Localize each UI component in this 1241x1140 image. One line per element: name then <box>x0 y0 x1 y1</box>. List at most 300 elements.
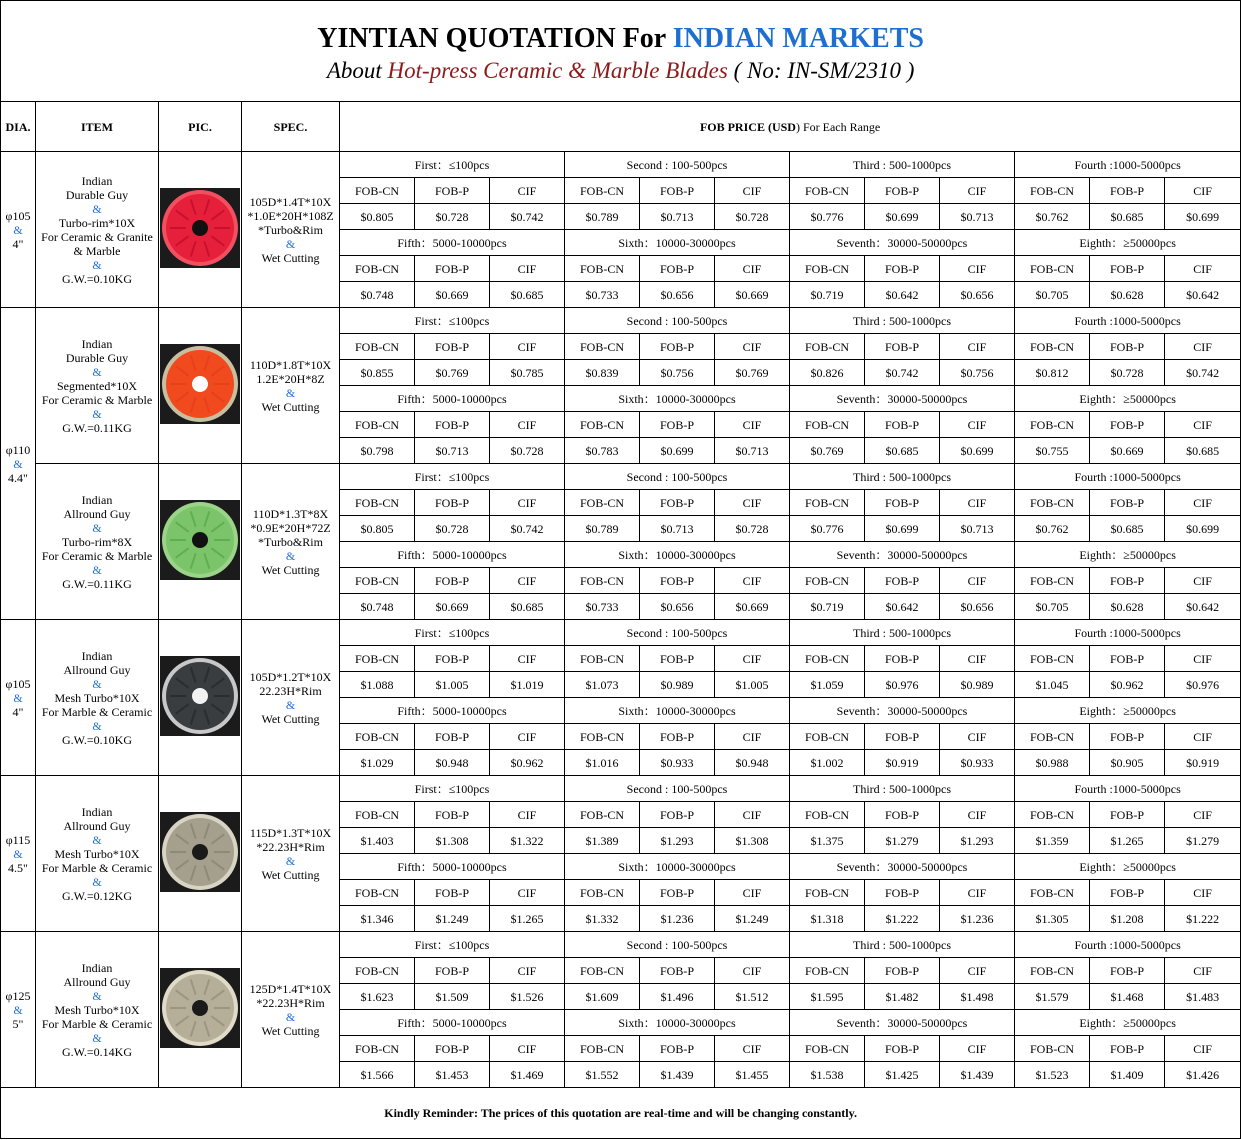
header-pic: PIC. <box>159 102 242 152</box>
price-cell: $1.222 <box>1165 906 1241 932</box>
price-cell: $0.748 <box>340 594 415 620</box>
price-column-label: FOB-CN <box>565 334 640 360</box>
price-column-label: CIF <box>940 178 1015 204</box>
text-line: Indian <box>81 492 113 507</box>
range-label: Fourth :1000-5000pcs <box>1015 620 1241 646</box>
price-column-label: CIF <box>715 490 790 516</box>
price-column-label: FOB-CN <box>790 256 865 282</box>
price-column-label: FOB-CN <box>1015 568 1090 594</box>
price-column-label: FOB-CN <box>565 256 640 282</box>
price-cell: $1.002 <box>790 750 865 776</box>
range-label: Fourth :1000-5000pcs <box>1015 464 1241 490</box>
price-cell: $1.236 <box>640 906 715 932</box>
price-cell: $0.919 <box>1165 750 1241 776</box>
range-label: Third : 500-1000pcs <box>790 308 1015 334</box>
text-line: *Turbo&Rim <box>258 222 323 237</box>
text-line: Allround Guy <box>63 974 131 989</box>
price-column-label: FOB-P <box>640 958 715 984</box>
price-cell: $0.798 <box>340 438 415 464</box>
range-label: First：≤100pcs <box>340 308 565 334</box>
price-column-label: FOB-CN <box>790 724 865 750</box>
price-column-label: FOB-CN <box>340 568 415 594</box>
text-line: *22.23H*Rim <box>256 839 325 854</box>
price-column-label: CIF <box>715 178 790 204</box>
price-cell: $0.685 <box>490 282 565 308</box>
price-column-label: FOB-P <box>1090 1036 1165 1062</box>
price-cell: $0.642 <box>1165 282 1241 308</box>
price-cell: $0.783 <box>565 438 640 464</box>
price-column-label: FOB-P <box>415 568 490 594</box>
price-cell: $1.579 <box>1015 984 1090 1010</box>
price-column-label: FOB-P <box>415 334 490 360</box>
text-line: 4.4" <box>8 470 28 485</box>
price-cell: $1.059 <box>790 672 865 698</box>
blade-photo <box>160 968 240 1048</box>
price-cell: $0.656 <box>640 594 715 620</box>
price-column-label: FOB-CN <box>790 646 865 672</box>
price-cell: $1.566 <box>340 1062 415 1088</box>
range-label: Third : 500-1000pcs <box>790 620 1015 646</box>
price-column-label: FOB-P <box>415 724 490 750</box>
main-title: YINTIAN QUOTATION For INDIAN MARKETS <box>317 23 924 54</box>
price-cell: $1.496 <box>640 984 715 1010</box>
text-line: & <box>285 853 296 868</box>
price-column-label: FOB-CN <box>340 724 415 750</box>
price-cell: $0.948 <box>415 750 490 776</box>
price-cell: $0.705 <box>1015 594 1090 620</box>
price-cell: $1.403 <box>340 828 415 854</box>
text-line: 4.5" <box>8 860 28 875</box>
price-column-label: FOB-P <box>865 490 940 516</box>
range-label: Fourth :1000-5000pcs <box>1015 308 1241 334</box>
price-cell: $1.016 <box>565 750 640 776</box>
price-column-label: CIF <box>490 958 565 984</box>
price-column-label: FOB-P <box>865 802 940 828</box>
price-cell: $0.669 <box>415 594 490 620</box>
price-cell: $0.805 <box>340 516 415 542</box>
price-cell: $1.005 <box>715 672 790 698</box>
price-column-label: FOB-P <box>865 412 940 438</box>
price-column-label: CIF <box>715 880 790 906</box>
range-label: Seventh：30000-50000pcs <box>790 230 1015 256</box>
text-line: *0.9E*20H*72Z <box>250 520 331 535</box>
range-label: Third : 500-1000pcs <box>790 464 1015 490</box>
price-column-label: CIF <box>1165 724 1241 750</box>
price-cell: $1.249 <box>415 906 490 932</box>
text-line: φ105 <box>5 208 31 223</box>
range-label: First：≤100pcs <box>340 620 565 646</box>
price-column-label: FOB-CN <box>1015 646 1090 672</box>
price-cell: $0.933 <box>940 750 1015 776</box>
range-label: Third : 500-1000pcs <box>790 932 1015 958</box>
price-cell: $0.962 <box>1090 672 1165 698</box>
price-column-label: FOB-P <box>640 880 715 906</box>
price-column-label: FOB-P <box>640 724 715 750</box>
subtitle: About Hot-press Ceramic & Marble Blades ( No: IN-SM/2310 ) <box>326 58 915 83</box>
range-label: Second : 100-500pcs <box>565 464 790 490</box>
price-column-label: FOB-P <box>865 568 940 594</box>
price-column-label: FOB-CN <box>790 412 865 438</box>
price-column-label: FOB-P <box>640 412 715 438</box>
pic-cell <box>159 776 242 932</box>
range-label: Third : 500-1000pcs <box>790 776 1015 802</box>
price-column-label: CIF <box>1165 490 1241 516</box>
price-column-label: FOB-P <box>1090 178 1165 204</box>
price-cell: $0.812 <box>1015 360 1090 386</box>
price-column-label: CIF <box>490 724 565 750</box>
price-cell: $1.305 <box>1015 906 1090 932</box>
pic-cell <box>159 308 242 464</box>
price-cell: $1.439 <box>640 1062 715 1088</box>
range-label: Seventh：30000-50000pcs <box>790 698 1015 724</box>
text-line: For Ceramic & Marble <box>41 392 153 407</box>
range-label: Eighth：≥50000pcs <box>1015 698 1241 724</box>
price-column-label: FOB-P <box>640 178 715 204</box>
text-line: Allround Guy <box>63 662 131 677</box>
text-line: *Turbo&Rim <box>258 534 323 549</box>
price-cell: $0.776 <box>790 516 865 542</box>
text-line: & <box>92 201 102 216</box>
text-line: For Marble & Ceramic <box>41 704 153 719</box>
range-label: Fifth：5000-10000pcs <box>340 386 565 412</box>
text-line: For Marble & Ceramic <box>41 860 153 875</box>
price-column-label: FOB-P <box>415 412 490 438</box>
text-line: Wet Cutting <box>261 250 320 265</box>
price-column-label: FOB-CN <box>790 880 865 906</box>
price-cell: $0.756 <box>640 360 715 386</box>
text-line: & <box>285 385 296 400</box>
price-column-label: FOB-CN <box>340 646 415 672</box>
price-column-label: CIF <box>715 802 790 828</box>
range-label: Fourth :1000-5000pcs <box>1015 776 1241 802</box>
text-line: Indian <box>81 804 113 819</box>
price-cell: $0.685 <box>1165 438 1241 464</box>
price-column-label: CIF <box>940 256 1015 282</box>
range-label: Second : 100-500pcs <box>565 308 790 334</box>
text-line: Mesh Turbo*10X <box>54 1002 140 1017</box>
price-column-label: FOB-P <box>415 256 490 282</box>
text-line: & Marble <box>73 243 121 258</box>
price-cell: $0.699 <box>940 438 1015 464</box>
text-line: & <box>13 222 23 237</box>
price-column-label: FOB-CN <box>1015 178 1090 204</box>
range-label: Fourth :1000-5000pcs <box>1015 152 1241 178</box>
text-line: Allround Guy <box>63 818 131 833</box>
pic-cell <box>159 464 242 620</box>
price-cell: $1.425 <box>865 1062 940 1088</box>
price-cell: $0.755 <box>1015 438 1090 464</box>
price-column-label: FOB-CN <box>1015 256 1090 282</box>
price-column-label: FOB-P <box>1090 256 1165 282</box>
price-column-label: FOB-P <box>415 958 490 984</box>
text-line: 110D*1.8T*10X <box>249 357 332 372</box>
text-line: 4" <box>12 704 24 719</box>
range-label: Sixth：10000-30000pcs <box>565 230 790 256</box>
price-column-label: CIF <box>940 568 1015 594</box>
price-column-label: FOB-P <box>865 1036 940 1062</box>
price-cell: $1.482 <box>865 984 940 1010</box>
price-cell: $1.265 <box>490 906 565 932</box>
price-cell: $0.789 <box>565 516 640 542</box>
price-column-label: FOB-CN <box>1015 1036 1090 1062</box>
range-label: Fifth：5000-10000pcs <box>340 1010 565 1036</box>
text-line: Mesh Turbo*10X <box>54 690 140 705</box>
price-cell: $0.769 <box>715 360 790 386</box>
range-label: Eighth：≥50000pcs <box>1015 386 1241 412</box>
price-cell: $0.839 <box>565 360 640 386</box>
range-label: Second : 100-500pcs <box>565 776 790 802</box>
price-cell: $1.346 <box>340 906 415 932</box>
text-line: 115D*1.3T*10X <box>249 825 332 840</box>
price-column-label: FOB-CN <box>1015 724 1090 750</box>
range-label: Sixth：10000-30000pcs <box>565 698 790 724</box>
price-column-label: FOB-CN <box>565 646 640 672</box>
range-label: Eighth：≥50000pcs <box>1015 542 1241 568</box>
price-cell: $1.623 <box>340 984 415 1010</box>
price-cell: $1.236 <box>940 906 1015 932</box>
price-cell: $0.628 <box>1090 594 1165 620</box>
price-cell: $1.498 <box>940 984 1015 1010</box>
price-cell: $1.509 <box>415 984 490 1010</box>
price-column-label: FOB-P <box>415 802 490 828</box>
text-line: & <box>92 874 102 889</box>
price-cell: $1.308 <box>415 828 490 854</box>
price-column-label: FOB-CN <box>1015 490 1090 516</box>
price-column-label: FOB-CN <box>790 178 865 204</box>
price-column-label: FOB-CN <box>340 958 415 984</box>
spec-cell <box>242 308 340 464</box>
price-cell: $0.628 <box>1090 282 1165 308</box>
price-column-label: FOB-CN <box>340 334 415 360</box>
price-cell: $0.769 <box>415 360 490 386</box>
price-column-label: FOB-P <box>865 256 940 282</box>
text-line: Allround Guy <box>63 506 131 521</box>
price-cell: $0.988 <box>1015 750 1090 776</box>
blade-arbor-hole <box>192 1000 208 1016</box>
price-cell: $0.699 <box>865 204 940 230</box>
price-cell: $0.742 <box>1165 360 1241 386</box>
text-line: Wet Cutting <box>261 1023 320 1038</box>
blade-arbor-hole <box>192 688 208 704</box>
price-cell: $1.088 <box>340 672 415 698</box>
price-cell: $0.756 <box>940 360 1015 386</box>
dia-cell <box>1 776 36 932</box>
price-column-label: FOB-CN <box>790 802 865 828</box>
price-row <box>1 308 1241 334</box>
price-cell: $1.453 <box>415 1062 490 1088</box>
price-column-label: CIF <box>1165 412 1241 438</box>
kindly-reminder: Kindly Reminder: The prices of this quotation are real-time and will be changing constantly. <box>1 1088 1241 1139</box>
price-cell: $0.685 <box>1090 516 1165 542</box>
price-cell: $0.713 <box>640 204 715 230</box>
price-column-label: CIF <box>940 802 1015 828</box>
price-cell: $1.279 <box>865 828 940 854</box>
text-line: Turbo-rim*8X <box>61 534 133 549</box>
price-column-label: FOB-P <box>865 880 940 906</box>
price-cell: $0.919 <box>865 750 940 776</box>
price-cell: $0.933 <box>640 750 715 776</box>
price-row <box>1 776 1241 802</box>
price-cell: $1.439 <box>940 1062 1015 1088</box>
price-column-label: FOB-CN <box>565 1036 640 1062</box>
price-column-label: FOB-P <box>865 646 940 672</box>
price-column-label: FOB-CN <box>565 490 640 516</box>
price-column-label: CIF <box>715 256 790 282</box>
text-line: & <box>92 562 102 577</box>
price-column-label: CIF <box>715 1036 790 1062</box>
price-column-label: FOB-P <box>640 256 715 282</box>
text-line: Segmented*10X <box>57 378 137 393</box>
price-column-label: CIF <box>715 568 790 594</box>
price-cell: $1.208 <box>1090 906 1165 932</box>
price-cell: $0.989 <box>640 672 715 698</box>
price-column-label: FOB-CN <box>565 412 640 438</box>
price-cell: $0.656 <box>940 594 1015 620</box>
price-column-label: FOB-P <box>640 568 715 594</box>
range-label: Seventh：30000-50000pcs <box>790 542 1015 568</box>
spec-cell <box>242 932 340 1088</box>
text-line: & <box>13 456 23 471</box>
range-label: Fifth：5000-10000pcs <box>340 542 565 568</box>
text-line: Indian <box>81 648 113 663</box>
price-cell: $0.769 <box>790 438 865 464</box>
text-line: & <box>92 364 102 379</box>
price-cell: $0.699 <box>1165 516 1241 542</box>
price-column-label: FOB-P <box>415 1036 490 1062</box>
text-line: G.W.=0.11KG <box>62 420 132 435</box>
price-cell: $1.468 <box>1090 984 1165 1010</box>
price-cell: $0.785 <box>490 360 565 386</box>
blade-arbor-hole <box>192 376 208 392</box>
range-label: First：≤100pcs <box>340 776 565 802</box>
text-line: G.W.=0.10KG <box>62 732 132 747</box>
text-line: 125D*1.4T*10X <box>249 981 332 996</box>
price-column-label: FOB-CN <box>565 724 640 750</box>
price-cell: $0.948 <box>715 750 790 776</box>
price-column-label: FOB-P <box>1090 802 1165 828</box>
price-cell: $0.733 <box>565 282 640 308</box>
price-column-label: FOB-P <box>640 802 715 828</box>
blade-photo <box>160 812 240 892</box>
price-cell: $0.805 <box>340 204 415 230</box>
range-label: Seventh：30000-50000pcs <box>790 854 1015 880</box>
price-column-label: CIF <box>940 412 1015 438</box>
price-column-label: FOB-P <box>1090 646 1165 672</box>
text-line: 4" <box>12 236 24 251</box>
price-column-label: FOB-CN <box>565 802 640 828</box>
price-column-label: CIF <box>1165 256 1241 282</box>
price-column-label: CIF <box>490 1036 565 1062</box>
text-line: For Marble & Ceramic <box>41 1016 153 1031</box>
price-column-label: FOB-CN <box>565 568 640 594</box>
pic-cell <box>159 932 242 1088</box>
price-cell: $0.728 <box>415 204 490 230</box>
price-column-label: FOB-P <box>415 490 490 516</box>
price-column-label: FOB-CN <box>1015 802 1090 828</box>
price-cell: $0.713 <box>940 516 1015 542</box>
price-cell: $0.728 <box>715 204 790 230</box>
price-cell: $0.728 <box>715 516 790 542</box>
price-column-label: CIF <box>490 334 565 360</box>
price-column-label: CIF <box>940 958 1015 984</box>
price-column-label: FOB-P <box>865 178 940 204</box>
price-cell: $0.728 <box>1090 360 1165 386</box>
title-block <box>1 1 1241 102</box>
price-cell: $1.073 <box>565 672 640 698</box>
spec-cell <box>242 152 340 308</box>
price-cell: $0.762 <box>1015 516 1090 542</box>
price-column-label: FOB-CN <box>1015 334 1090 360</box>
price-column-label: FOB-P <box>1090 958 1165 984</box>
header-spec: SPEC. <box>242 102 340 152</box>
text-line: 110D*1.3T*8X <box>252 506 329 521</box>
price-column-label: FOB-P <box>415 880 490 906</box>
price-column-label: FOB-P <box>1090 412 1165 438</box>
range-label: Fifth：5000-10000pcs <box>340 854 565 880</box>
price-cell: $0.642 <box>865 282 940 308</box>
price-cell: $1.409 <box>1090 1062 1165 1088</box>
text-line: Durable Guy <box>65 350 129 365</box>
text-line: Durable Guy <box>65 187 129 202</box>
price-column-label: FOB-CN <box>1015 880 1090 906</box>
price-column-label: CIF <box>940 880 1015 906</box>
price-column-label: CIF <box>490 568 565 594</box>
price-cell: $0.669 <box>415 282 490 308</box>
text-line: & <box>92 1030 102 1045</box>
pic-cell <box>159 620 242 776</box>
price-column-label: CIF <box>490 880 565 906</box>
price-column-label: FOB-CN <box>565 178 640 204</box>
price-row <box>1 152 1241 178</box>
blade-arbor-hole <box>192 844 208 860</box>
header-fob-price: FOB PRICE (USD) For Each Range <box>340 102 1241 152</box>
text-line: 105D*1.4T*10X <box>249 194 332 209</box>
price-column-label: FOB-CN <box>1015 958 1090 984</box>
item-cell <box>36 932 159 1088</box>
dia-cell <box>1 152 36 308</box>
price-column-label: FOB-CN <box>340 178 415 204</box>
price-column-label: CIF <box>1165 334 1241 360</box>
text-line: & <box>92 520 102 535</box>
text-line: For Ceramic & Marble <box>41 548 153 563</box>
price-cell: $0.669 <box>1090 438 1165 464</box>
price-column-label: CIF <box>1165 958 1241 984</box>
price-cell: $1.375 <box>790 828 865 854</box>
price-cell: $1.609 <box>565 984 640 1010</box>
price-column-label: CIF <box>1165 646 1241 672</box>
price-cell: $1.293 <box>640 828 715 854</box>
price-row <box>1 620 1241 646</box>
price-cell: $1.332 <box>565 906 640 932</box>
price-cell: $1.523 <box>1015 1062 1090 1088</box>
price-column-label: CIF <box>1165 1036 1241 1062</box>
header-item: ITEM <box>36 102 159 152</box>
quote-number: ( No: IN-SM/2310 ) <box>727 58 915 83</box>
pic-cell <box>159 152 242 308</box>
text-line: Turbo-rim*10X <box>58 215 136 230</box>
price-column-label: FOB-P <box>1090 334 1165 360</box>
price-column-label: FOB-P <box>640 1036 715 1062</box>
range-label: First：≤100pcs <box>340 932 565 958</box>
price-column-label: FOB-CN <box>1015 412 1090 438</box>
price-cell: $1.005 <box>415 672 490 698</box>
price-cell: $0.962 <box>490 750 565 776</box>
blade-photo <box>160 188 240 268</box>
price-cell: $0.762 <box>1015 204 1090 230</box>
price-cell: $0.642 <box>865 594 940 620</box>
price-column-label: FOB-CN <box>790 568 865 594</box>
price-column-label: CIF <box>940 646 1015 672</box>
